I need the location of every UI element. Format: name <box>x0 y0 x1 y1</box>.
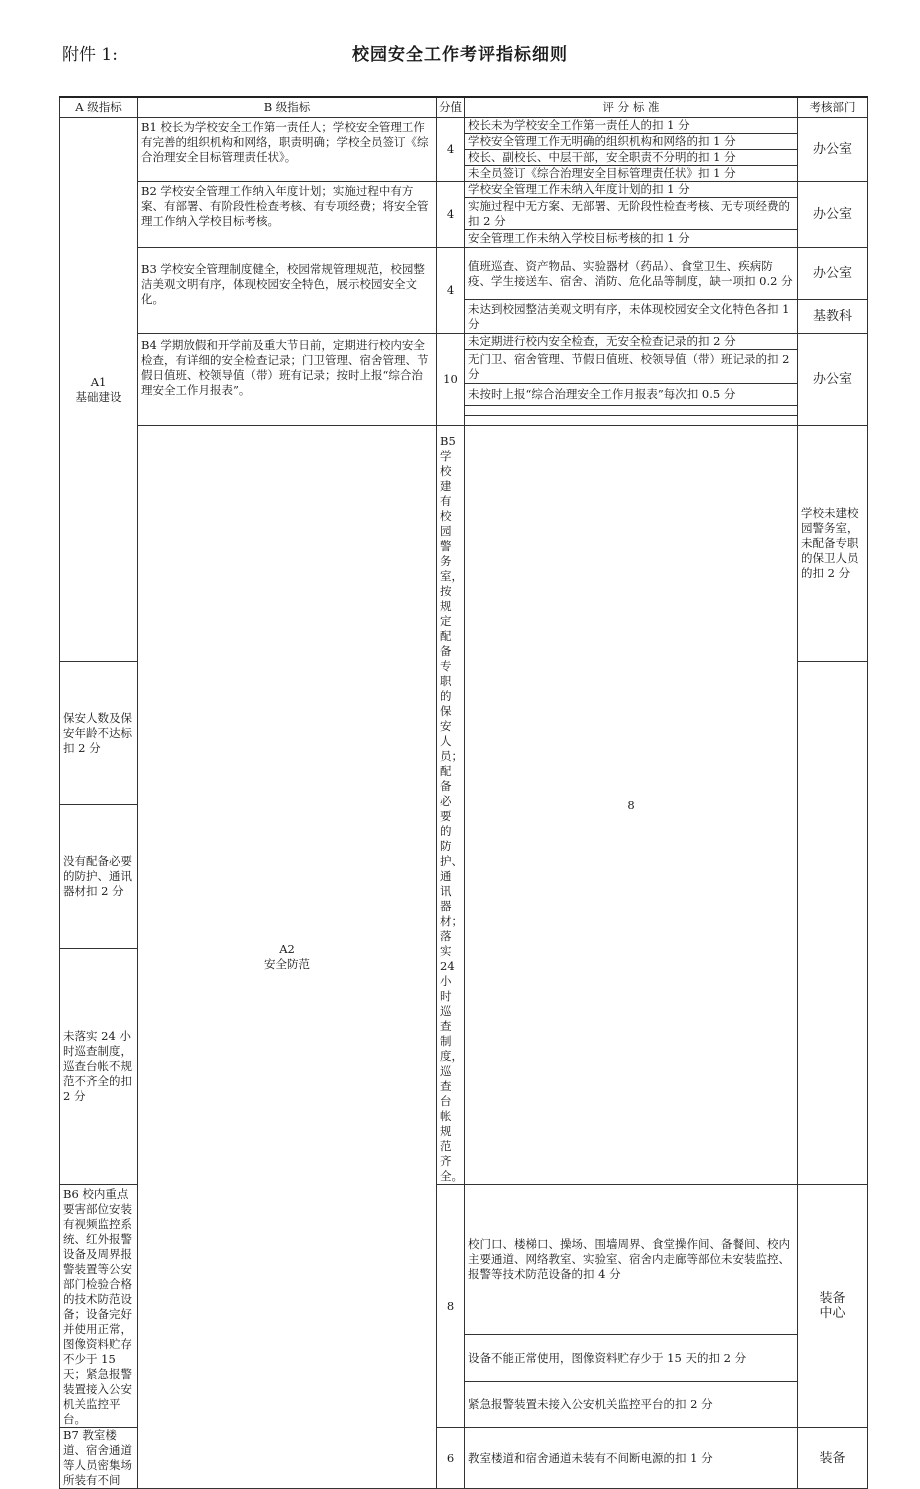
b3-dept-1: 办公室 <box>798 248 868 300</box>
table-row <box>60 426 868 662</box>
page-title: 校园安全工作考评指标细则 <box>352 45 568 65</box>
b6-text: B6 校内重点要害部位安装有视频监控系统、红外报警设备及周界报警装置等公安部门检验合格的技术防范设备；设备完好并使用正常，图像资料贮存不少于 15 天；紧急报警装置接入公安机关监控平台。 <box>60 1185 138 1428</box>
b5-criterion-3: 没有配备必要的防护、通讯器材扣 2 分 <box>60 805 138 948</box>
header-b-level: B 级指标 <box>138 97 437 118</box>
a1-cell <box>60 118 138 662</box>
b1-criterion-3: 校长、副校长、中层干部，安全职责不分明的扣 1 分 <box>465 150 798 166</box>
b2-score: 4 <box>437 182 465 248</box>
b7-text: B7 教室楼道、宿舍通道等人员密集场所装有不间 <box>60 1428 138 1489</box>
b1-text: B1 校长为学校安全工作第一责任人；学校安全管理工作有完善的组织机构和网络，职责明确；学校全员签订《综合治理安全目标管理责任状》。 <box>138 118 437 182</box>
b4-dept: 办公室 <box>798 334 868 426</box>
b2-criterion-2: 实施过程中无方案、无部署、无阶段性检查考核、无专项经费的扣 2 分 <box>465 198 798 230</box>
b1-dept: 办公室 <box>798 118 868 182</box>
b4-criterion-spacer-1 <box>465 406 798 416</box>
table-header-row <box>60 97 868 118</box>
attachment-label: 附件 1: <box>62 45 118 65</box>
b4-criterion-spacer-2 <box>465 416 798 426</box>
b6-criterion-3: 紧急报警装置未接入公安机关监控平台的扣 2 分 <box>465 1381 798 1427</box>
b3-criterion-1: 值班巡查、资产物品、实验器材（药品）、食堂卫生、疾病防疫、学生接送车、宿舍、消防、危化品等制度，缺一项扣 0.2 分 <box>465 248 798 300</box>
b6-criterion-1: 校门口、楼梯口、操场、围墙周界、食堂操作间、备餐间、校内主要通道、网络教室、实验室、宿舍内走廊等部位未安装监控、报警等技术防范设备的扣 4 分 <box>465 1185 798 1335</box>
b3-criterion-2: 未达到校园整洁美观文明有序，未体现校园安全文化特色各扣 1 分 <box>465 300 798 334</box>
b4-score: 10 <box>437 334 465 426</box>
a1-name: 基础建设 <box>75 389 122 404</box>
b6-dept: 装备中心 <box>798 1185 868 1428</box>
b7-dept: 装备 <box>798 1428 868 1489</box>
table-row <box>60 118 868 134</box>
b2-dept: 办公室 <box>798 182 868 248</box>
a2-code: A2 <box>279 942 295 956</box>
b2-criterion-3: 安全管理工作未纳入学校目标考核的扣 1 分 <box>465 230 798 248</box>
b3-score: 4 <box>437 248 465 334</box>
b5-criterion-2: 保安人数及保安年龄不达标扣 2 分 <box>60 662 138 805</box>
b4-criterion-1: 未定期进行校内安全检查，无安全检查记录的扣 2 分 <box>465 334 798 350</box>
b4-text: B4 学期放假和开学前及重大节日前，定期进行校内安全检查，有详细的安全检查记录；门卫管理、宿舍管理、节假日值班、校领导值（带）班有记录；按时上报“综合治理安全工作月报表”。 <box>138 334 437 426</box>
b5-text: B5 学校建有校园警务室，按规定配备专职的保安人员；配备必要的防护、通讯器材；落实 24 小时巡查制度，巡查台帐规范齐全。 <box>437 426 465 1185</box>
header-score: 分值 <box>437 97 465 118</box>
b2-criterion-1: 学校安全管理工作未纳入年度计划的扣 1 分 <box>465 182 798 198</box>
table-row <box>60 248 868 300</box>
b4-criterion-2: 无门卫、宿舍管理、节假日值班、校领导值（带）班记录的扣 2 分 <box>465 350 798 384</box>
b2-text: B2 学校安全管理工作纳入年度计划；实施过程中有方案、有部署、有阶段性检查考核、有专项经费；将安全管理工作纳入学校目标考核。 <box>138 182 437 248</box>
a2-name: 安全防范 <box>264 957 310 971</box>
b1-score: 4 <box>437 118 465 182</box>
b1-criterion-1: 校长未为学校安全工作第一责任人的扣 1 分 <box>465 118 798 134</box>
b4-criterion-3: 未按时上报“综合治理安全工作月报表”每次扣 0.5 分 <box>465 384 798 406</box>
b5-criterion-4: 未落实 24 小时巡查制度，巡查台帐不规范不齐全的扣 2 分 <box>60 948 138 1184</box>
table-row <box>60 334 868 350</box>
b1-criterion-4: 未全员签订《综合治理安全目标管理责任状》扣 1 分 <box>465 166 798 182</box>
b7-score: 6 <box>437 1428 465 1489</box>
a1-code: A1 <box>90 374 107 389</box>
table-row <box>60 182 868 198</box>
header-criteria: 评 分 标 准 <box>465 97 798 118</box>
header-a-level: A 级指标 <box>60 97 138 118</box>
b6-criterion-2: 设备不能正常使用，图像资料贮存少于 15 天的扣 2 分 <box>465 1335 798 1381</box>
header-dept: 考核部门 <box>798 97 868 118</box>
b3-dept-2: 基教科 <box>798 300 868 334</box>
b5-criterion-1: 学校未建校园警务室，未配备专职的保卫人员的扣 2 分 <box>798 426 868 662</box>
b7-criterion-1: 教室楼道和宿舍通道未装有不间断电源的扣 1 分 <box>465 1428 798 1489</box>
a2-cell <box>138 426 437 1489</box>
evaluation-table <box>59 96 868 1489</box>
b1-criterion-2: 学校安全管理工作无明确的组织机构和网络的扣 1 分 <box>465 134 798 150</box>
b6-score: 8 <box>437 1185 465 1428</box>
b5-score: 8 <box>465 426 798 1185</box>
b3-text: B3 学校安全管理制度健全，校园常规管理规范，校园整洁美观文明有序，体现校园安全特色，展示校园安全文化。 <box>138 248 437 334</box>
